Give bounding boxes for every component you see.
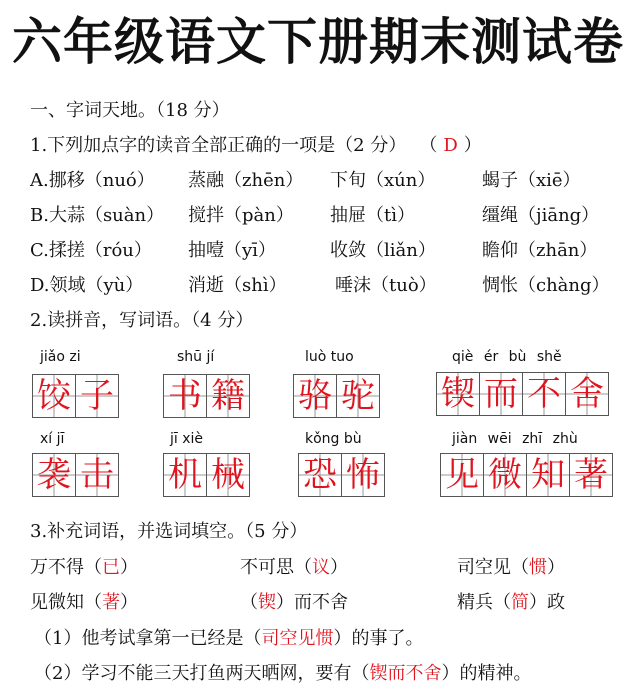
fill-answer: 已: [102, 557, 120, 578]
fill-answer: 惯: [529, 557, 547, 578]
grid-char: 而: [484, 374, 518, 414]
character-grid: [163, 453, 249, 497]
sentence-answer: 司空见惯: [261, 628, 334, 649]
fill-post: ）而不舍: [276, 592, 348, 613]
pinyin-label: xí jī: [40, 431, 65, 447]
fill-word: [457, 591, 565, 615]
option-a-1: A.挪移（nuó）: [30, 170, 155, 191]
question-3-stem: 3.补充词语，并选词填空。（5 分）: [30, 521, 308, 542]
option-c-3: 收敛（liǎn）: [330, 240, 436, 261]
fill-pre: 不可思（: [240, 557, 312, 578]
pinyin-label: kǒng bù: [305, 431, 362, 447]
pinyin-label: jiǎo zi: [40, 349, 81, 365]
sentence-pre: （2）学习不能三天打鱼两天晒网，要有（: [34, 663, 370, 684]
sentence-answer: 锲而不舍: [369, 663, 442, 684]
fill-pre: 司空见（: [457, 557, 529, 578]
sentence-1: [34, 627, 423, 651]
sentence-pre: （1）他考试拿第一已经是（: [34, 628, 262, 649]
option-d-1: D.领域（yù）: [30, 275, 144, 296]
character-grid: [163, 374, 249, 418]
grid-char: 子: [80, 376, 114, 416]
fill-word: [30, 556, 138, 580]
page-title: 六年级语文下册期末测试卷: [12, 12, 624, 71]
character-grid: [440, 453, 612, 497]
question-1-answer: D: [443, 135, 458, 156]
grid-char: 击: [80, 455, 114, 495]
sentence-2: [34, 662, 531, 686]
grid-char: 袭: [37, 455, 71, 495]
grid-char: 著: [574, 455, 608, 495]
option-c-4: 瞻仰（zhān）: [482, 240, 598, 261]
pinyin-label: shū jí: [177, 349, 215, 365]
option-b-3: 抽屉（tì）: [330, 205, 415, 226]
question-1: [30, 134, 482, 158]
fill-word: [30, 591, 138, 615]
option-c-1: C.揉搓（róu）: [30, 240, 152, 261]
character-grid: [32, 374, 118, 418]
fill-pre: （: [240, 592, 258, 613]
section-heading: 一、字词天地。（18 分）: [30, 100, 230, 121]
pinyin-label: jiàn wēi zhī zhù: [452, 431, 578, 447]
option-d-2: 消逝（shì）: [188, 275, 287, 296]
option-b-2: 搅拌（pàn）: [188, 205, 294, 226]
option-a-3: 下旬（xún）: [330, 170, 436, 191]
character-grid: [293, 374, 379, 418]
fill-answer: 锲: [258, 592, 276, 613]
option-a-2: 蒸融（zhēn）: [188, 170, 304, 191]
fill-post: ）: [120, 557, 138, 578]
sentence-post: ）的事了。: [333, 628, 424, 649]
grid-char: 书: [168, 376, 202, 416]
fill-answer: 议: [312, 557, 330, 578]
character-grid: [436, 372, 608, 416]
grid-char: 械: [211, 455, 245, 495]
option-c-2: 抽噎（yī）: [188, 240, 276, 261]
answer-open: （: [428, 135, 438, 156]
option-d-3: 唾沫（tuò）: [335, 275, 437, 296]
fill-post: ）政: [529, 592, 565, 613]
grid-char: 机: [168, 455, 202, 495]
pinyin-label: jī xiè: [170, 431, 204, 447]
fill-post: ）: [330, 557, 348, 578]
pinyin-label: luò tuo: [305, 349, 354, 365]
grid-char: 舍: [570, 374, 604, 414]
fill-pre: 万不得（: [30, 557, 102, 578]
fill-post: ）: [547, 557, 565, 578]
grid-char: 驼: [341, 376, 375, 416]
grid-char: 不: [527, 374, 561, 414]
pinyin-label: qiè ér bù shě: [452, 349, 562, 365]
fill-word: [240, 591, 348, 615]
fill-pre: 见微知（: [30, 592, 102, 613]
fill-pre: 精兵（: [457, 592, 511, 613]
grid-char: 知: [531, 455, 565, 495]
option-b-4: 缰绳（jiāng）: [482, 205, 600, 226]
question-2-stem: 2.读拼音，写词语。（4 分）: [30, 310, 254, 331]
grid-char: 微: [488, 455, 522, 495]
grid-char: 见: [445, 455, 479, 495]
fill-word: [457, 556, 565, 580]
grid-char: 锲: [441, 374, 475, 414]
answer-close: ）: [463, 135, 482, 156]
grid-char: 饺: [37, 376, 71, 416]
sentence-post: ）的精神。: [441, 663, 532, 684]
grid-char: 骆: [298, 376, 332, 416]
grid-char: 恐: [303, 455, 337, 495]
option-a-4: 蝎子（xiē）: [482, 170, 581, 191]
fill-word: [240, 556, 348, 580]
character-grid: [32, 453, 118, 497]
option-b-1: B.大蒜（suàn）: [30, 205, 165, 226]
fill-answer: 著: [102, 592, 120, 613]
grid-char: 籍: [211, 376, 245, 416]
option-d-4: 惆怅（chàng）: [482, 275, 610, 296]
grid-char: 怖: [346, 455, 380, 495]
character-grid: [298, 453, 384, 497]
question-1-stem: 1.下列加点字的读音全部正确的一项是（2 分）: [30, 135, 407, 156]
fill-post: ）: [120, 592, 138, 613]
fill-answer: 简: [511, 592, 529, 613]
